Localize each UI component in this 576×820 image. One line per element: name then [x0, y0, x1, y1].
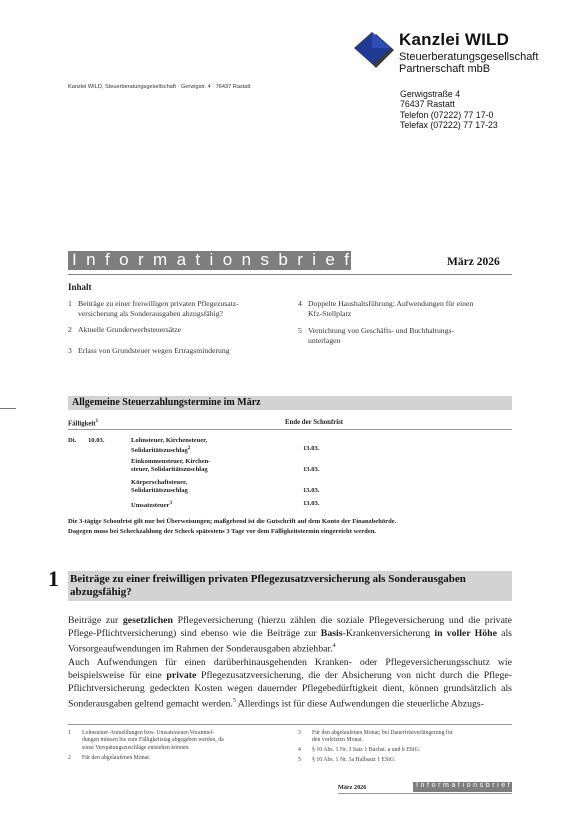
- table-row: Umsatzsteuer$^3$: [131, 501, 172, 510]
- col-header-schonfrist: Ende der Schonfrist: [285, 419, 344, 426]
- footnote-2: 2 Für den abgelaufenen Monat.: [68, 755, 151, 761]
- address-street: Gerwigstraße 4: [400, 89, 461, 99]
- toc-item-label: Vernichtung von Geschäfts- und Buchhaltungs- unterlagen: [308, 326, 455, 345]
- footnote-1: 1 Lohnsteuer-Anmeldungen bzw. Umsatzsteuer-Voranmel- dungen müssen bis zum Fälligkeitstag abgegeben werden, da sonst Verspätungszuschläge entstehen können.: [68, 730, 224, 751]
- schonfrist-date: 13.03.: [303, 500, 320, 507]
- due-weekday: Di.: [68, 437, 77, 444]
- tax-type: Lohnsteuer, Kirchensteuer, Solidaritätszuschlag: [131, 437, 208, 454]
- section-1-paragraph-1: Beiträge zur gesetzlichen Pflegeversicherung (hierzu zählen die soziale Pflegeversicherung und die private Pflege-Pflichtversicherung) sind ebenso wie die Beiträge zur Basis-Krankenversicherung in voller Höhe als Vorsorgeaufwendungen im Rahmen der Sonderausgaben abziehbar.$^4$: [68, 615, 512, 655]
- toc-item-number: 5: [298, 326, 302, 335]
- firm-subtitle-1: Steuerberatungsgesellschaft: [399, 51, 539, 63]
- toc-item-5[interactable]: [298, 326, 512, 346]
- toc-item-2[interactable]: [68, 325, 288, 335]
- tax-dates-heading: Allgemeine Steuerzahlungstermine im März: [72, 397, 261, 408]
- firm-name: Kanzlei WILD: [399, 30, 510, 49]
- address-city: 76437 Rastatt: [400, 99, 455, 110]
- kanzlei-logo-icon: [350, 30, 396, 70]
- section-1-number: 1: [48, 566, 59, 591]
- footer-date: März 2026: [338, 784, 367, 791]
- section-1-title: Beiträge zu einer freiwilligen privaten Pflegezusatzversicherung als Sonderausgaben abzugsfähig?: [70, 573, 466, 599]
- contents-heading: Inhalt: [68, 282, 92, 292]
- schonfrist-date: 13.03.: [303, 487, 320, 494]
- tax-type: Körperschaftsteuer, Solidaritätszuschlag: [131, 479, 188, 494]
- footnote-4: 4 § 10 Abs. 1 Nr. 3 Satz 1 Buchst. a und b EStG.: [298, 747, 421, 753]
- footnote-5: 5 § 10 Abs. 1 Nr. 3a Halbsatz 1 EStG.: [298, 757, 396, 763]
- schonfrist-date: 13.03.: [303, 445, 320, 452]
- table-row: [131, 479, 188, 494]
- col-header-faelligkeit: Fälligkeit$^1$: [68, 419, 99, 428]
- toc-item-number: 1: [68, 299, 72, 308]
- toc-item-3[interactable]: [68, 346, 288, 356]
- document-title: Informationsbrief: [72, 250, 359, 269]
- due-date: 10.03.: [88, 437, 105, 444]
- toc-item-4[interactable]: [298, 299, 512, 319]
- footnote-divider: [68, 724, 512, 725]
- toc-item-number: 3: [68, 346, 72, 355]
- table-row: [131, 458, 211, 473]
- footer-label: Informationsbrief: [416, 782, 513, 789]
- table-row: Lohnsteuer, Kirchensteuer, Solidaritätszuschlag$^2$: [131, 437, 208, 454]
- sender-line: Kanzlei WILD, Steuerberatungsgesellschaft · Gerwigstr. 4 · 76437 Rastatt: [68, 84, 251, 90]
- tax-type: Umsatzsteuer: [131, 502, 170, 510]
- schonfrist-date: 13.03.: [303, 466, 320, 473]
- toc-item-label: Aktuelle Grunderwerbsteuersätze: [78, 325, 182, 334]
- title-divider: [68, 274, 512, 275]
- address-fax: Telefax (07222) 77 17-23: [400, 120, 498, 131]
- toc-item-number: 2: [68, 325, 72, 334]
- section-1-paragraph-2: Auch Aufwendungen für einen darüberhinausgehenden Kranken- oder Pflegeversicherungsschutz wie beispielsweise für eine private Pflegezusatzversicherung, die der Absicherung von nicht durch die Pflege-Pflichtversicherung gedeckten Kosten wegen dauernder Pflegebedürftigkeit dient, können grundsätzlich als Sonderausgaben geltend gemacht werden.$^5$ Allerdings ist für diese Aufwendungen die steuerliche Abzugs-: [68, 657, 512, 710]
- toc-item-label: Beiträge zu einer freiwilligen privaten Pflegezusatz- versicherung als Sonderausgaben abzugsfähig?: [78, 299, 239, 318]
- address-phone: Telefon (07222) 77 17-0: [400, 109, 494, 120]
- footnote-3: 3 Für den abgelaufenen Monat; bei Dauerfristverlängerung für den vorletzten Monat.: [298, 730, 453, 744]
- firm-address: [400, 89, 498, 131]
- toc-item-label: Doppelte Haushaltsführung: Aufwendungen für einen Kfz-Stellplatz: [308, 299, 474, 318]
- toc-item-label: Erlass von Grundsteuer wegen Ertragsminderung: [78, 346, 230, 355]
- issue-date: März 2026: [447, 256, 500, 268]
- footer-divider: [338, 793, 512, 794]
- fold-mark: [0, 408, 16, 409]
- schonfrist-note: Die 3-tägige Schonfrist gilt nur bei Überweisungen; maßgebend ist die Gutschrift auf dem Konto der Finanzbehörde. Dagegen muss bei Scheckzahlung der Scheck spätestens 3 Tage vor dem Fälligkeitstermin eingereicht werden.: [68, 518, 397, 536]
- toc-item-number: 4: [298, 299, 302, 308]
- firm-subtitle-2: Partnerschaft mbB: [399, 63, 491, 75]
- tax-type: Einkommensteuer, Kirchen- steuer, Solidaritätszuschlag: [131, 458, 211, 473]
- table-divider: [68, 429, 512, 430]
- toc-item-1[interactable]: [68, 299, 288, 319]
